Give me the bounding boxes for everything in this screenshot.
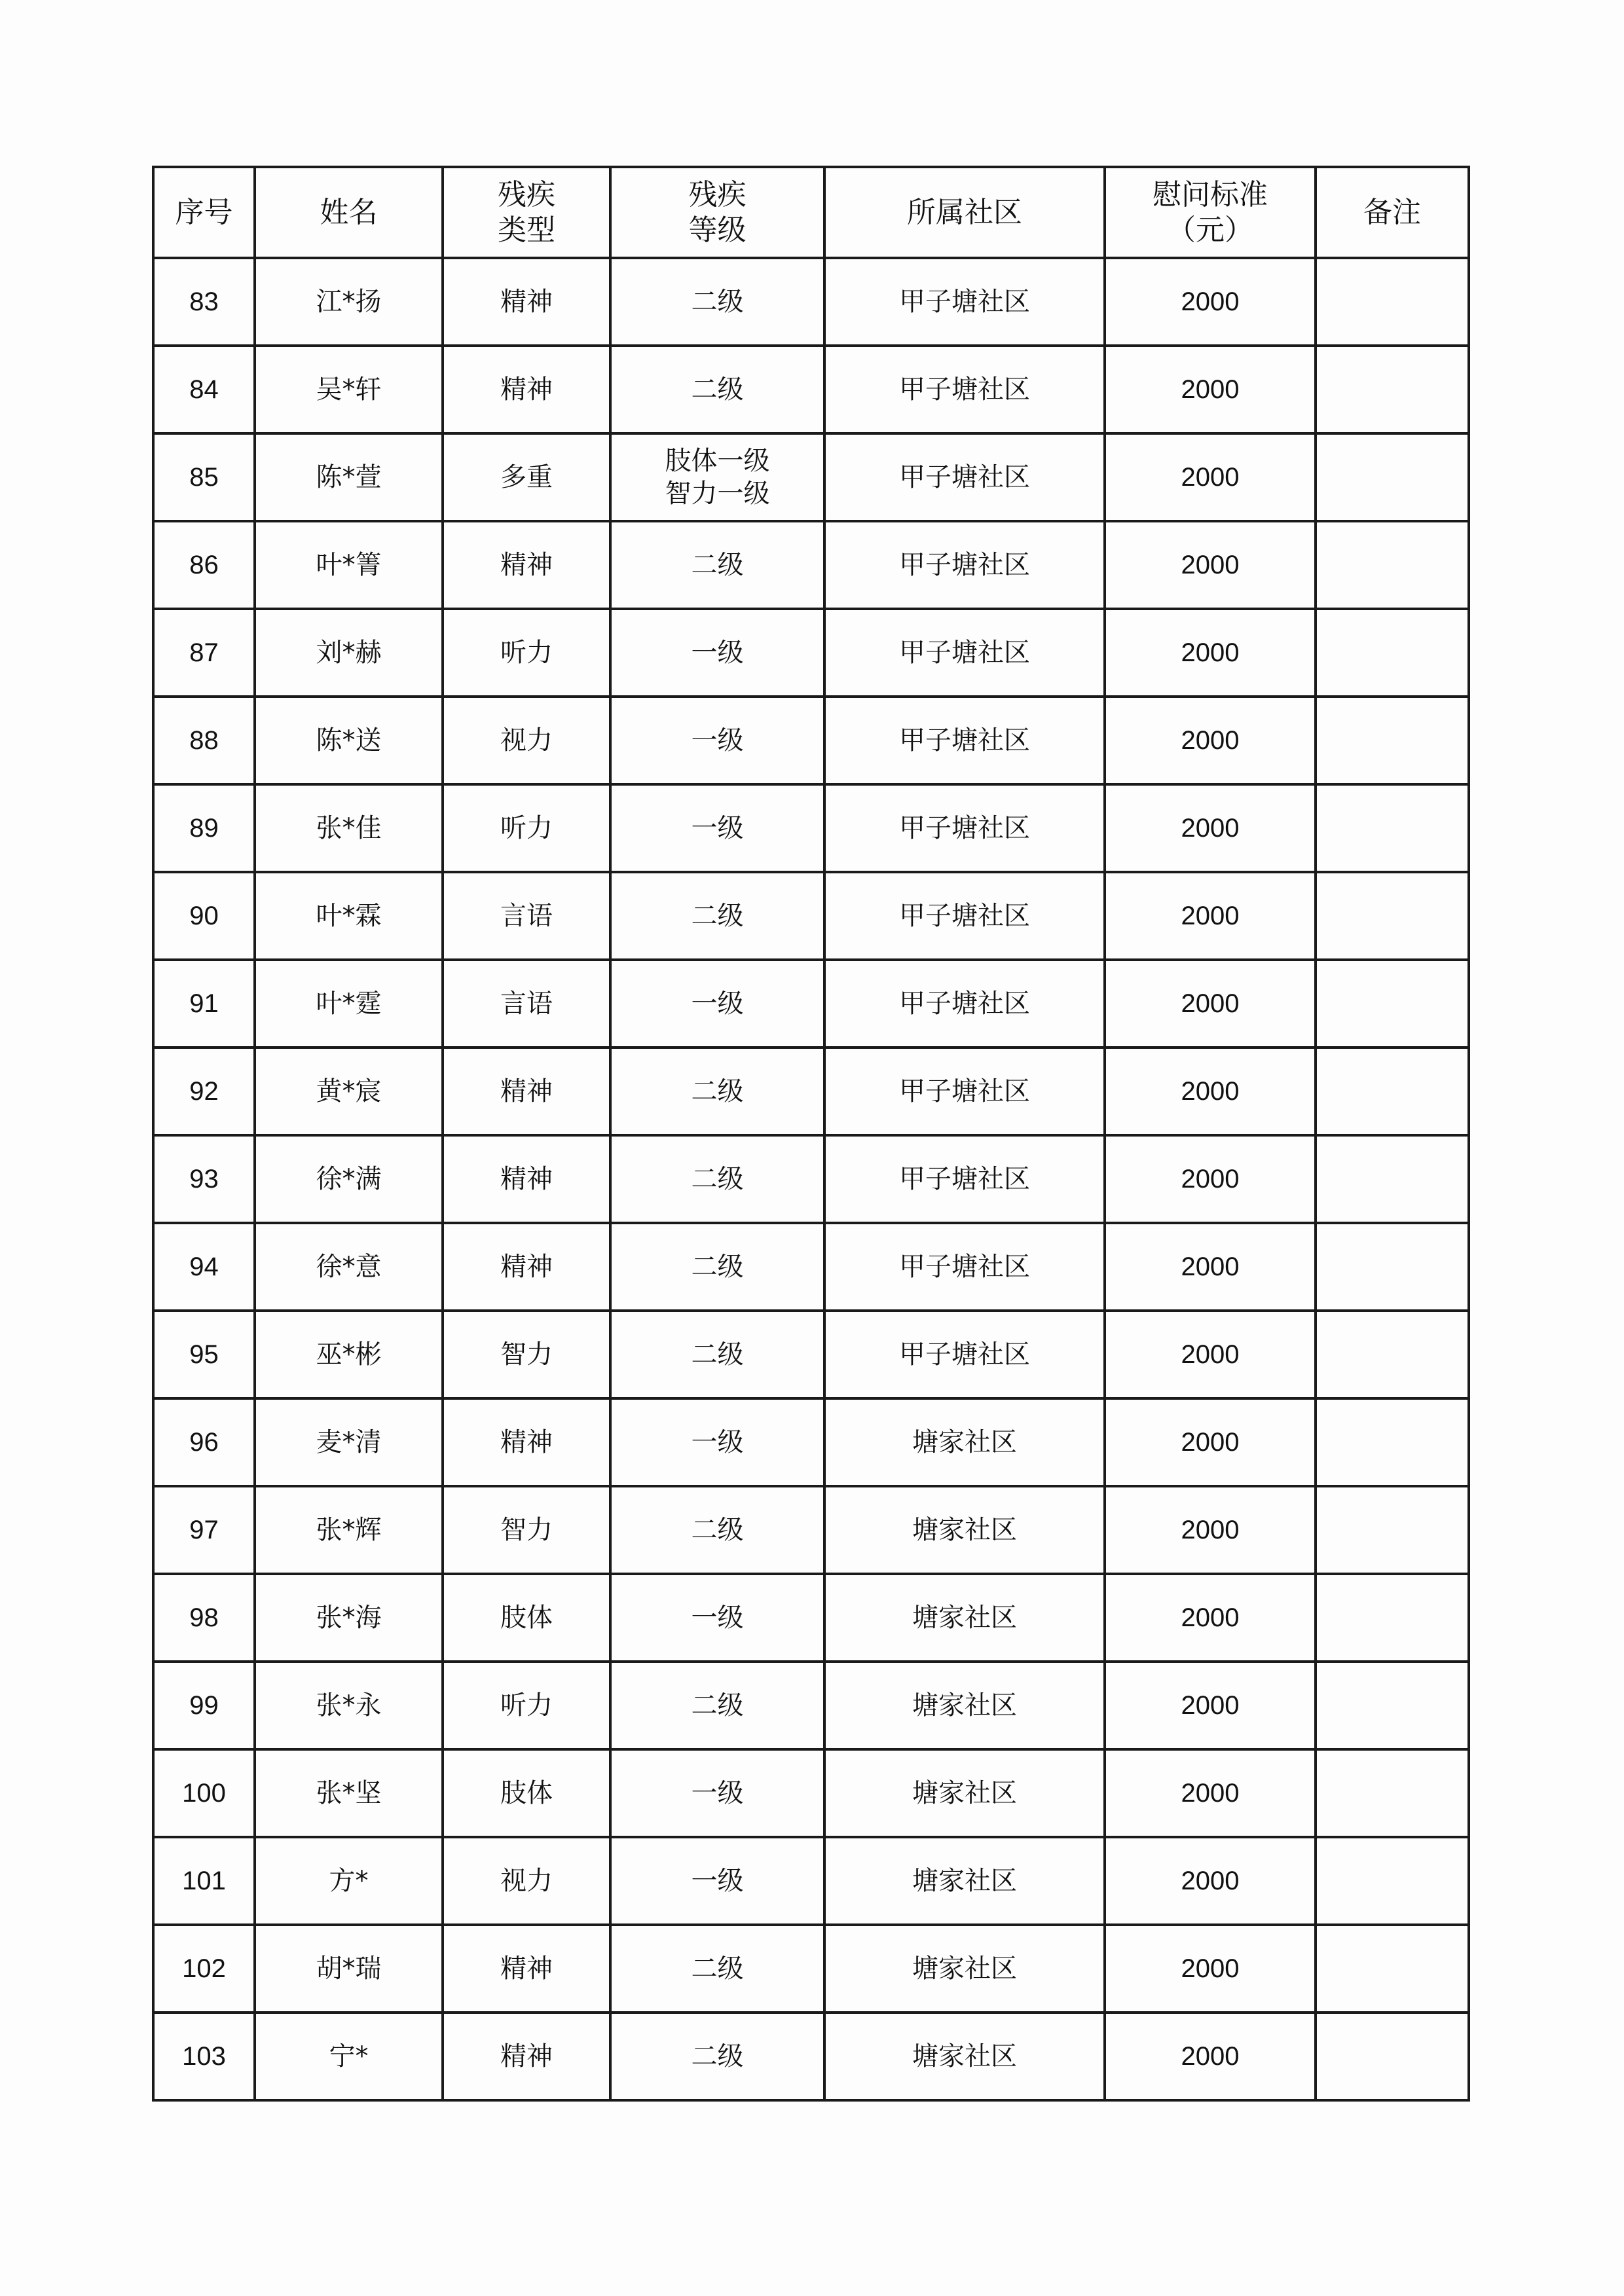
cell-community: 塘家社区	[824, 1925, 1105, 2013]
cell-condolence-standard: 2000	[1105, 1135, 1316, 1223]
cell-disability-type: 听力	[443, 784, 610, 872]
table-row	[153, 1048, 1469, 1135]
cell-serial-number: 98	[153, 1574, 255, 1662]
cell-disability-grade	[610, 433, 824, 521]
header-line: 残疾	[688, 177, 747, 211]
cell-condolence-standard: 2000	[1105, 258, 1316, 346]
cell-condolence-standard: 2000	[1105, 1662, 1316, 1749]
table-row	[153, 784, 1469, 872]
table-row	[153, 1925, 1469, 2013]
cell-remark	[1316, 872, 1469, 960]
cell-remark	[1316, 1048, 1469, 1135]
cell-serial-number: 86	[153, 521, 255, 609]
cell-remark	[1316, 960, 1469, 1048]
cell-serial-number: 89	[153, 784, 255, 872]
cell-serial-number: 87	[153, 609, 255, 697]
cell-serial-number: 97	[153, 1486, 255, 1574]
cell-community: 甲子塘社区	[824, 1135, 1105, 1223]
table-row	[153, 1135, 1469, 1223]
grade-line: 一级	[691, 1778, 744, 1808]
table-row	[153, 2013, 1469, 2100]
cell-remark	[1316, 1925, 1469, 2013]
cell-name: 宁*	[255, 2013, 443, 2100]
table-row	[153, 1837, 1469, 1925]
cell-name: 吴*轩	[255, 346, 443, 433]
cell-serial-number: 101	[153, 1837, 255, 1925]
cell-remark	[1316, 697, 1469, 784]
header-line: 类型	[498, 213, 555, 247]
cell-name: 叶*霖	[255, 872, 443, 960]
cell-remark	[1316, 1311, 1469, 1398]
cell-condolence-standard: 2000	[1105, 1925, 1316, 2013]
cell-community: 塘家社区	[824, 1486, 1105, 1574]
table-row	[153, 1223, 1469, 1311]
cell-remark	[1316, 1135, 1469, 1223]
cell-disability-grade	[610, 346, 824, 433]
cell-community: 塘家社区	[824, 2013, 1105, 2100]
header-line: 慰问标准	[1153, 177, 1268, 211]
cell-disability-type: 精神	[443, 1223, 610, 1311]
cell-remark	[1316, 784, 1469, 872]
cell-disability-type: 言语	[443, 960, 610, 1048]
cell-community: 甲子塘社区	[824, 697, 1105, 784]
cell-remark	[1316, 1749, 1469, 1837]
grade-line: 二级	[691, 1076, 744, 1106]
table-row	[153, 960, 1469, 1048]
cell-condolence-standard: 2000	[1105, 1837, 1316, 1925]
table-row	[153, 1749, 1469, 1837]
cell-disability-grade	[610, 1486, 824, 1574]
cell-name: 方*	[255, 1837, 443, 1925]
header-line: 姓名	[320, 195, 378, 229]
cell-name: 陈*送	[255, 697, 443, 784]
table-row	[153, 258, 1469, 346]
header-condolence-standard	[1105, 167, 1316, 258]
grade-line: 二级	[691, 1339, 744, 1370]
cell-serial-number: 93	[153, 1135, 255, 1223]
cell-condolence-standard: 2000	[1105, 609, 1316, 697]
grade-line: 二级	[691, 901, 744, 931]
cell-condolence-standard: 2000	[1105, 1486, 1316, 1574]
header-name	[255, 167, 443, 258]
cell-disability-type: 精神	[443, 258, 610, 346]
cell-name: 黄*宸	[255, 1048, 443, 1135]
cell-serial-number: 92	[153, 1048, 255, 1135]
cell-disability-type: 视力	[443, 697, 610, 784]
cell-disability-type: 精神	[443, 1048, 610, 1135]
cell-condolence-standard: 2000	[1105, 1048, 1316, 1135]
cell-name: 张*坚	[255, 1749, 443, 1837]
cell-disability-type: 精神	[443, 1925, 610, 2013]
grade-line: 肢体一级	[665, 446, 770, 476]
grade-line: 二级	[691, 374, 744, 405]
cell-remark	[1316, 521, 1469, 609]
cell-remark	[1316, 1486, 1469, 1574]
cell-condolence-standard: 2000	[1105, 872, 1316, 960]
header-line: 残疾	[498, 177, 555, 211]
cell-remark	[1316, 258, 1469, 346]
cell-disability-grade	[610, 1925, 824, 2013]
cell-serial-number: 90	[153, 872, 255, 960]
grade-line: 一级	[691, 1603, 744, 1633]
table-header-row	[153, 167, 1469, 258]
cell-remark	[1316, 433, 1469, 521]
grade-line: 二级	[691, 1515, 744, 1545]
grade-line: 一级	[691, 1427, 744, 1457]
cell-condolence-standard: 2000	[1105, 697, 1316, 784]
cell-serial-number: 95	[153, 1311, 255, 1398]
cell-name: 麦*清	[255, 1398, 443, 1486]
cell-disability-grade	[610, 1574, 824, 1662]
table-row	[153, 433, 1469, 521]
table-row	[153, 1662, 1469, 1749]
cell-condolence-standard: 2000	[1105, 960, 1316, 1048]
cell-disability-type: 精神	[443, 1398, 610, 1486]
cell-serial-number: 91	[153, 960, 255, 1048]
cell-disability-grade	[610, 960, 824, 1048]
cell-remark	[1316, 2013, 1469, 2100]
cell-disability-type: 精神	[443, 346, 610, 433]
cell-condolence-standard: 2000	[1105, 433, 1316, 521]
cell-name: 叶*箐	[255, 521, 443, 609]
cell-remark	[1316, 609, 1469, 697]
cell-condolence-standard: 2000	[1105, 784, 1316, 872]
cell-name: 张*海	[255, 1574, 443, 1662]
cell-disability-grade	[610, 1398, 824, 1486]
cell-community: 塘家社区	[824, 1837, 1105, 1925]
cell-community: 甲子塘社区	[824, 872, 1105, 960]
cell-name: 叶*霆	[255, 960, 443, 1048]
grade-line: 二级	[691, 287, 744, 317]
cell-condolence-standard: 2000	[1105, 1398, 1316, 1486]
cell-remark	[1316, 1837, 1469, 1925]
header-line: 备注	[1363, 195, 1421, 229]
cell-condolence-standard: 2000	[1105, 2013, 1316, 2100]
header-line: 序号	[175, 195, 233, 229]
cell-community: 塘家社区	[824, 1574, 1105, 1662]
cell-disability-grade	[610, 2013, 824, 2100]
grade-line: 二级	[691, 1164, 744, 1194]
header-serial-number	[153, 167, 255, 258]
cell-serial-number: 84	[153, 346, 255, 433]
cell-disability-grade	[610, 1749, 824, 1837]
table-row	[153, 1574, 1469, 1662]
cell-remark	[1316, 1662, 1469, 1749]
cell-condolence-standard: 2000	[1105, 1749, 1316, 1837]
cell-condolence-standard: 2000	[1105, 346, 1316, 433]
cell-disability-type: 精神	[443, 2013, 610, 2100]
cell-disability-grade	[610, 609, 824, 697]
grade-line: 一级	[691, 638, 744, 668]
header-line: 等级	[688, 213, 747, 247]
cell-serial-number: 85	[153, 433, 255, 521]
cell-community: 甲子塘社区	[824, 521, 1105, 609]
cell-disability-type: 听力	[443, 609, 610, 697]
grade-line: 二级	[691, 550, 744, 580]
cell-remark	[1316, 1574, 1469, 1662]
cell-serial-number: 99	[153, 1662, 255, 1749]
header-disability-type	[443, 167, 610, 258]
cell-disability-grade	[610, 697, 824, 784]
cell-community: 甲子塘社区	[824, 1223, 1105, 1311]
cell-name: 张*辉	[255, 1486, 443, 1574]
cell-disability-type: 肢体	[443, 1749, 610, 1837]
cell-serial-number: 96	[153, 1398, 255, 1486]
table-row	[153, 609, 1469, 697]
cell-remark	[1316, 1223, 1469, 1311]
cell-community: 甲子塘社区	[824, 784, 1105, 872]
cell-serial-number: 88	[153, 697, 255, 784]
cell-name: 陈*萱	[255, 433, 443, 521]
cell-disability-type: 精神	[443, 1135, 610, 1223]
cell-name: 江*扬	[255, 258, 443, 346]
grade-line: 二级	[691, 1690, 744, 1721]
cell-name: 胡*瑞	[255, 1925, 443, 2013]
cell-disability-type: 多重	[443, 433, 610, 521]
table-body	[153, 258, 1469, 2100]
cell-disability-grade	[610, 784, 824, 872]
cell-community: 塘家社区	[824, 1398, 1105, 1486]
cell-condolence-standard: 2000	[1105, 521, 1316, 609]
cell-disability-grade	[610, 258, 824, 346]
cell-disability-type: 肢体	[443, 1574, 610, 1662]
table-row	[153, 872, 1469, 960]
cell-disability-grade	[610, 1311, 824, 1398]
grade-line: 智力一级	[665, 479, 770, 509]
cell-community: 甲子塘社区	[824, 1048, 1105, 1135]
cell-disability-grade	[610, 1135, 824, 1223]
header-community	[824, 167, 1105, 258]
cell-disability-type: 精神	[443, 521, 610, 609]
cell-disability-grade	[610, 521, 824, 609]
cell-name: 徐*意	[255, 1223, 443, 1311]
cell-community: 甲子塘社区	[824, 433, 1105, 521]
grade-line: 一级	[691, 725, 744, 756]
cell-serial-number: 94	[153, 1223, 255, 1311]
cell-community: 塘家社区	[824, 1749, 1105, 1837]
grade-line: 一级	[691, 989, 744, 1019]
cell-serial-number: 100	[153, 1749, 255, 1837]
cell-name: 张*永	[255, 1662, 443, 1749]
cell-name: 巫*彬	[255, 1311, 443, 1398]
cell-name: 徐*满	[255, 1135, 443, 1223]
header-remark	[1316, 167, 1469, 258]
cell-disability-type: 视力	[443, 1837, 610, 1925]
cell-serial-number: 102	[153, 1925, 255, 2013]
cell-community: 甲子塘社区	[824, 346, 1105, 433]
cell-name: 刘*赫	[255, 609, 443, 697]
table-row	[153, 697, 1469, 784]
table-row	[153, 521, 1469, 609]
header-line: （元）	[1167, 213, 1253, 247]
grade-line: 二级	[691, 1954, 744, 1984]
cell-disability-grade	[610, 1048, 824, 1135]
table-row	[153, 1486, 1469, 1574]
cell-disability-type: 智力	[443, 1311, 610, 1398]
cell-serial-number: 103	[153, 2013, 255, 2100]
grade-line: 一级	[691, 1866, 744, 1896]
table-row	[153, 346, 1469, 433]
cell-serial-number: 83	[153, 258, 255, 346]
cell-remark	[1316, 346, 1469, 433]
grade-line: 二级	[691, 1252, 744, 1282]
cell-condolence-standard: 2000	[1105, 1311, 1316, 1398]
grade-line: 一级	[691, 813, 744, 843]
cell-disability-grade	[610, 1223, 824, 1311]
table-row	[153, 1311, 1469, 1398]
cell-disability-type: 言语	[443, 872, 610, 960]
cell-condolence-standard: 2000	[1105, 1223, 1316, 1311]
cell-condolence-standard: 2000	[1105, 1574, 1316, 1662]
table-row	[153, 1398, 1469, 1486]
cell-disability-grade	[610, 872, 824, 960]
cell-community: 甲子塘社区	[824, 609, 1105, 697]
cell-disability-grade	[610, 1837, 824, 1925]
cell-community: 甲子塘社区	[824, 1311, 1105, 1398]
cell-disability-grade	[610, 1662, 824, 1749]
cell-community: 甲子塘社区	[824, 258, 1105, 346]
grade-line: 二级	[691, 2041, 744, 2071]
header-line: 所属社区	[907, 195, 1022, 229]
cell-community: 塘家社区	[824, 1662, 1105, 1749]
cell-disability-type: 听力	[443, 1662, 610, 1749]
cell-community: 甲子塘社区	[824, 960, 1105, 1048]
cell-name: 张*佳	[255, 784, 443, 872]
disability-roster-table	[152, 166, 1470, 2102]
cell-disability-type: 智力	[443, 1486, 610, 1574]
cell-remark	[1316, 1398, 1469, 1486]
header-disability-grade	[610, 167, 824, 258]
